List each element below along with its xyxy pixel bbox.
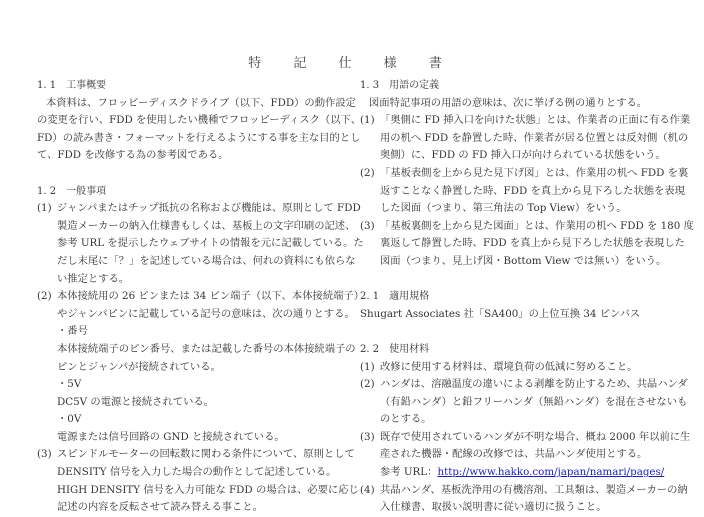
symbol-number-label: ・番号 (57, 325, 88, 338)
definition-3-line: 裏返して静置した時、FDD を真上から見下ろした状態を表現した (380, 237, 685, 250)
document-title: 特 記 仕 様 書 (248, 56, 456, 71)
item-1-line: い推定とする。 (57, 272, 130, 285)
symbol-number-desc: ピンとジャンパが接続されている。 (57, 360, 221, 373)
section-2-1-heading: 2. 1 適用規格 (360, 291, 430, 303)
reference-url-label: 参考 URL： (380, 466, 438, 479)
material-2-line: (2) ハンダは、溶融温度の違いによる剥離を防止するため、共晶ハンダ (360, 376, 690, 394)
item-number: (4) (360, 483, 375, 496)
section-1-1-text: FD）の読み書き・フォーマットを行えるようにする事を主な目的とし (37, 131, 361, 144)
item-3-line: 記述の内容を反転させて読み替える事こと。 (57, 501, 263, 514)
item-3-line: DENSITY 信号を入力した場合の動作として記述している。 (57, 466, 337, 479)
section-1-1-heading: 1. 1 工事概要 (37, 80, 107, 91)
item-1-line: だし末尾に「？」を記述している場合は、何れの資料にも依らな (57, 254, 356, 267)
definition-1-line: (1) 「奥側に FD 挿入口を向けた状態」とは、作業者の正面に有る作業 (360, 112, 690, 130)
material-4-line: (4) 共晶ハンダ、基板洗浄用の有機溶剤、工具類は、製造メーカーの納 (360, 482, 690, 500)
item-number: (3) (360, 430, 375, 443)
section-1-3-intro: 図面特記事項の用語の意味は、次に挙げる例の通りとする。 (369, 96, 648, 109)
symbol-0v-label: ・0V (57, 413, 82, 426)
definition-1-line: 奥側）に、FDD の FD 挿入口が向けられている状態をいう。 (380, 149, 666, 162)
section-1-3-heading: 1. 3 用語の定義 (360, 80, 440, 91)
symbol-5v-label: ・5V (57, 378, 82, 391)
symbol-number-desc: 本体接続端子のピン番号、または記載した番号の本体接続端子の (57, 342, 356, 355)
reference-url-line (360, 464, 690, 482)
right-column (360, 77, 694, 517)
item-2-line: やジャンパピンに記載している記号の意味は、次の通りとする。 (57, 307, 355, 320)
section-1-1-text: の変更を行い、FDD を使用したい機種でフロッピーディスク（以下、 (37, 114, 362, 127)
item-number: (2) (360, 378, 375, 391)
item-number: (3) (37, 448, 52, 461)
definition-2-line: した図面（つまり、第三角法の Top View）をいう。 (380, 202, 627, 215)
item-1-line: (1) ジャンパまたはチップ抵抗の名称および機能は、原則として FDD (37, 200, 355, 218)
section-1-2-heading: 1. 2 一般事項 (37, 185, 107, 197)
definition-1-line: 用の机へ FDD を静置した時、作業者が居る位置とは反対側（机の (380, 131, 689, 144)
definition-3-line: (3) 「基板裏側を上から見た図面」とは、作業用の机へ FDD を 180 度 (360, 218, 690, 236)
reference-url-link[interactable]: http://www.hakko.com/japan/namari/pages/ (437, 466, 665, 479)
definition-2-line: 返すことなく静置した時、FDD を真上から見下ろした状態を表現 (380, 184, 685, 197)
symbol-5v-desc: DC5V の電源と接続されている。 (57, 395, 214, 408)
item-number: (1) (37, 202, 52, 215)
material-4-line: 入仕様書、取扱い説明書に従い適切に扱うこと。 (380, 501, 607, 514)
item-3-line: HIGH DENSITY 信号を入力可能な FDD の場合は、必要に応じ (57, 483, 359, 496)
material-3-line: 産された機器・配線の改修では、共晶ハンダ使用とする。 (380, 448, 648, 461)
material-2-line: （有鉛ハンダ）と鉛フリーハンダ（無鉛ハンダ）を混在させないも (380, 395, 688, 408)
material-1-line: (1) 改修に使用する材料は、環境負荷の低減に努めること。 (360, 359, 690, 377)
material-3-line: (3) 既存で使用されているハンダが不明な場合、概ね 2000 年以前に生 (360, 429, 690, 447)
item-3-line: (3) スピンドルモーターの回転数に関わる条件について、原則として (37, 446, 355, 464)
item-1-line: 参考 URL を提示したウェブサイトの情報を元に記載している。た (57, 237, 364, 250)
item-number: (2) (360, 166, 375, 179)
material-2-line: のとする。 (380, 413, 432, 426)
item-number: (1) (360, 360, 375, 373)
section-2-2-heading: 2. 2 使用材料 (360, 343, 430, 355)
left-column (37, 77, 365, 517)
section-1-1-text: 本資料は、フロッピーディスクドライブ（以下、FDD）の動作設定 (46, 96, 356, 109)
definition-3-line: 図面（つまり、見上げ図・Bottom View では無い）をいう。 (380, 254, 667, 267)
section-2-1-text: Shugart Associates 社「SA400」の上位互換 34 ピンバス (360, 307, 641, 320)
definition-2-line: (2) 「基板表側を上から見た見下げ図」とは、作業用の机へ FDD を裏 (360, 165, 690, 183)
item-number: (3) (360, 219, 375, 232)
item-2-line: (2) 本体接続用の 26 ピンまたは 34 ピン端子（以下、本体接続端子） (37, 288, 355, 306)
symbol-0v-desc: 電源または信号回路の GND と接続されている。 (57, 430, 285, 443)
item-1-line: 製造メーカーの納入仕様書もしくは、基板上の文字印刷の記述、 (57, 219, 356, 232)
section-1-1-text: て、FDD を改修する為の参考図である。 (37, 149, 229, 162)
item-number: (1) (360, 114, 375, 127)
item-number: (2) (37, 290, 52, 303)
